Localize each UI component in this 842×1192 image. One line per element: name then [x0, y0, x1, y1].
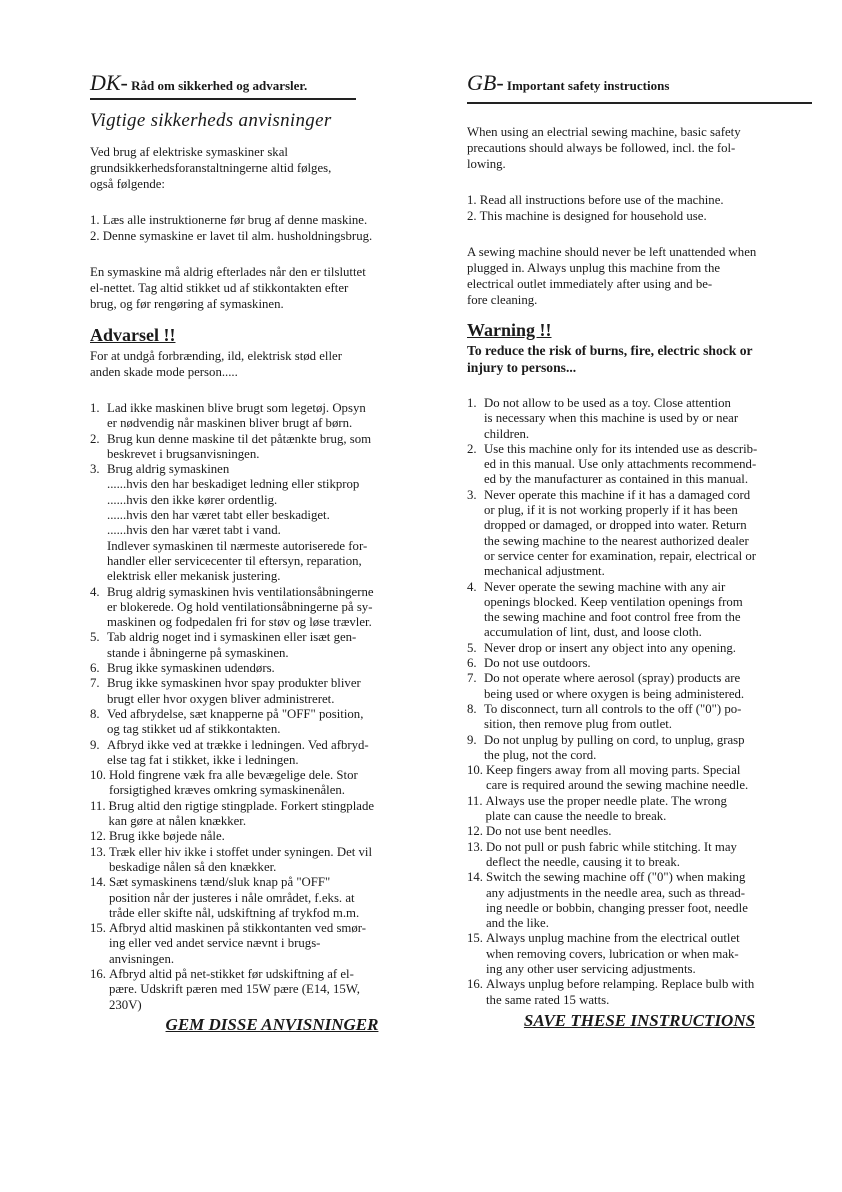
danish-warning-item-number: 12. [90, 829, 106, 844]
danish-warning-item-text: Sæt symaskinens tænd/sluk knap på "OFF" position når der justeres i nåle området, f.eks. at tråde eller skifte nål, udskiftning af trykfod m.m. [109, 875, 360, 920]
danish-warning-item-text: Brug ikke bøjede nåle. [109, 829, 225, 844]
danish-warning-item-number: 3. [90, 462, 100, 477]
english-warning-item-number: 12. [467, 824, 483, 839]
danish-lang-code: DK- [90, 70, 128, 95]
danish-warning-item [90, 585, 430, 631]
english-warning-item [467, 824, 812, 839]
english-warning-item-number: 15. [467, 931, 483, 946]
english-warning-item-text: Do not use bent needles. [486, 824, 612, 839]
english-warning-item [467, 702, 812, 733]
danish-warning-item-text: Afbryd ikke ved at trække i ledningen. Ved afbryd- else tag fat i stikket, ikke i ledningen. [107, 737, 369, 767]
danish-heading [90, 70, 356, 100]
english-warning-title: Warning !! [467, 320, 552, 340]
english-warning-item [467, 870, 812, 931]
danish-warning-item-text: Afbryd altid på net-stikket før udskiftning af el- pære. Udskrift pæren med 15W pære (E14, 15W, 230V) [109, 966, 360, 1012]
danish-warning-item-number: 16. [90, 966, 106, 981]
danish-warning-item-number: 2. [90, 431, 100, 446]
english-warning-item-number: 13. [467, 839, 483, 854]
english-warning-item-number: 4. [467, 579, 477, 594]
danish-warning-item-number: 9. [90, 737, 100, 752]
english-warning-item-text: Do not unplug by pulling on cord, to unplug, grasp the plug, not the cord. [484, 732, 745, 762]
english-warning-item [467, 733, 812, 764]
english-warning-item-number: 1. [467, 396, 477, 410]
danish-warning-item-number: 13. [90, 844, 106, 859]
danish-warning-item-number: 8. [90, 706, 100, 721]
danish-warning-item-text: Brug ikke symaskinen udendørs. [107, 661, 275, 676]
danish-intro: Ved brug af elektriske symaskiner skal grundsikkerhedsforanstaltningerne altid følges, også følgende: [90, 145, 332, 191]
danish-warning-item [90, 462, 430, 584]
english-heading [467, 70, 812, 99]
english-heading-text: Important safety instructions [506, 78, 670, 93]
danish-warning-item [90, 432, 430, 463]
english-warning-item [467, 763, 812, 794]
danish-warning-item [90, 875, 430, 921]
danish-warning-list [90, 401, 430, 1013]
danish-warning-item-text: Brug aldrig symaskinen hvis ventilationsåbningerne er blokerede. Og hold ventilationsåbningerne på sy- maskinen og fodpedalen fri for støv og løse trævler. [107, 584, 374, 630]
danish-warning-item-text: Lad ikke maskinen blive brugt som legetøj. Opsyn er nødvendig når maskinen bliver brugt af børn. [107, 401, 366, 431]
english-warning-item-text: Do not allow to be used as a toy. Close attention is necessary when this machine is used by or near children. [484, 396, 739, 441]
danish-warning-item [90, 967, 430, 1013]
english-warning-item-text: Always use the proper needle plate. The wrong plate can cause the needle to break. [485, 793, 727, 824]
danish-column [90, 70, 430, 1035]
english-warning-item-number: 10. [467, 763, 483, 778]
danish-warning-item-number: 11. [90, 798, 106, 813]
english-heading-rule [467, 102, 812, 104]
danish-warning-item [90, 921, 430, 967]
danish-warning-item [90, 676, 430, 707]
danish-warning-item-text: Ved afbrydelse, sæt knapperne på "OFF" position, og tag stikket ud af stikkontakten. [107, 706, 364, 737]
english-column [467, 70, 812, 1031]
english-warning-item-number: 6. [467, 656, 477, 671]
danish-warning-item [90, 845, 430, 876]
english-intro: When using an electrial sewing machine, basic safety precautions should always be followed, incl. the fol- lowing. [467, 125, 741, 171]
danish-warning-item [90, 707, 430, 738]
english-warning-item [467, 396, 812, 442]
english-warning-item-text: Always unplug machine from the electrical outlet when removing covers, lubrication or when mak- ing any other user servicing adjustments. [486, 931, 740, 976]
english-warning-item-text: Switch the sewing machine off ("0") when making any adjustments in the needle area, such as thread- ing needle or bobbin, changing presser foot, needle and the like. [486, 870, 748, 931]
danish-warning-item-text: Tab aldrig noget ind i symaskinen eller isæt gen- stande i åbningerne på symaskinen. [107, 630, 357, 660]
danish-warning-item-number: 5. [90, 630, 100, 645]
english-warning-item [467, 488, 812, 580]
english-warning-item [467, 442, 812, 488]
danish-basics: 1. Læs alle instruktionerne før brug af denne maskine. 2. Denne symaskine er lavet til alm. husholdningsbrug. [90, 213, 373, 243]
danish-warning-item-text: Brug altid den rigtige stingplade. Forkert stingplade kan gøre at nålen knækker. [108, 798, 375, 829]
danish-warning-title: Advarsel !! [90, 325, 176, 345]
danish-warning-item-number: 7. [90, 676, 100, 691]
danish-warning-item [90, 401, 430, 432]
danish-warning-item-text: Brug kun denne maskine til det påtænkte brug, som beskrevet i brugsanvisningen. [107, 431, 372, 461]
danish-warning-item-number: 10. [90, 768, 106, 783]
english-warning-item-text: Never operate this machine if it has a damaged cord or plug, if it is not working properly if it has been dropped or damaged, or dropped into water. Return the sewing machine to the nearest authorized dealer or service center for examination, repair, electrical or mechanical adjustment. [484, 487, 756, 579]
danish-warning-item-number: 15. [90, 921, 106, 936]
english-warning-item-text: To disconnect, turn all controls to the off ("0") po- sition, then remove plug from outlet. [484, 701, 742, 732]
danish-warning-item [90, 768, 430, 799]
english-warning-item-text: Do not use outdoors. [484, 656, 591, 671]
english-warning-intro: To reduce the risk of burns, fire, electric shock or injury to persons... [467, 343, 753, 375]
english-warning-item [467, 580, 812, 641]
danish-warning-item-text: Hold fingrene væk fra alle bevægelige dele. Stor forsigtighed kræves omkring symaskinenålen. [109, 768, 358, 798]
english-warning-item-text: Keep fingers away from all moving parts. Special care is required around the sewing machine needle. [486, 763, 749, 793]
danish-warning-item [90, 799, 430, 830]
english-warning-item-number: 9. [467, 732, 477, 747]
english-warning-item-text: Never operate the sewing machine with any air openings blocked. Keep ventilation openings from the sewing machine and foot control free from the accumulation of lint, dust, and loose cloth. [484, 579, 743, 640]
danish-warning-item-text: Brug aldrig symaskinen ......hvis den har beskadiget ledning eller stikprop ......hvis den ikke kører ordentlig. ......hvis den har været tabt eller beskadiget. ......hvis den har været tabt i vand. Indlever symaskinen til nærmeste autoriserede for- handler eller servicecenter til eftersyn, reparation, elektrisk eller mekanisk justering. [107, 462, 368, 584]
danish-heading-text: Råd om sikkerhed og advarsler. [131, 78, 308, 93]
english-warning-item-text: Do not operate where aerosol (spray) products are being used or where oxygen is being administered. [484, 671, 745, 701]
danish-unattended-note: En symaskine må aldrig efterlades når den er tilsluttet el-nettet. Tag altid stikket ud af stikkontakten efter brug, og før rengøring af symaskinen. [90, 265, 366, 311]
english-warning-item [467, 931, 812, 977]
danish-warning-item-number: 14. [90, 875, 106, 890]
english-footer: SAVE THESE INSTRUCTIONS [523, 1010, 756, 1030]
english-warning-item-text: Use this machine only for its intended use as describ- ed in this manual. Use only attachments recommend- ed by the manufacturer as contained in this manual. [484, 441, 758, 487]
english-warning-item-number: 3. [467, 487, 477, 502]
english-warning-item-number: 11. [467, 793, 483, 808]
danish-warning-item-text: Brug ikke symaskinen hvor spay produkter bliver brugt eller hvor oxygen bliver administreret. [107, 676, 361, 706]
danish-warning-item-text: Afbryd altid maskinen på stikkontanten ved smør- ing eller ved andet service nævnt i brugs- anvisningen. [109, 921, 367, 966]
english-warning-item [467, 840, 812, 871]
english-lang-code: GB- [467, 70, 504, 95]
english-warning-item-number: 14. [467, 870, 483, 885]
english-warning-item [467, 641, 812, 656]
english-unattended-note: A sewing machine should never be left unattended when plugged in. Always unplug this machine from the electrical outlet immediately after using and be- fore cleaning. [467, 245, 757, 307]
english-warning-item [467, 977, 812, 1008]
english-basics: 1. Read all instructions before use of the machine. 2. This machine is designed for household use. [467, 193, 724, 223]
danish-subheading: Vigtige sikkerheds anvisninger [90, 110, 332, 131]
danish-warning-item [90, 661, 430, 676]
danish-warning-item [90, 630, 430, 661]
english-warning-list [467, 396, 812, 1008]
danish-warning-item-text: Træk eller hiv ikke i stoffet under syningen. Det vil beskadige nålen så den knækker. [109, 844, 373, 874]
danish-warning-item [90, 829, 430, 844]
english-warning-item-number: 16. [467, 977, 483, 992]
english-warning-item [467, 671, 812, 702]
english-warning-item-number: 7. [467, 671, 477, 686]
english-warning-item-text: Always unplug before relamping. Replace bulb with the same rated 15 watts. [486, 977, 755, 1007]
danish-footer: GEM DISSE ANVISNINGER [165, 1014, 379, 1034]
english-warning-item-number: 2. [467, 441, 477, 456]
english-warning-item [467, 656, 812, 671]
danish-warning-item-number: 6. [90, 661, 100, 676]
english-warning-item-text: Never drop or insert any object into any opening. [484, 640, 736, 655]
danish-warning-item [90, 738, 430, 769]
danish-warning-item-number: 4. [90, 584, 100, 599]
english-warning-item [467, 794, 812, 825]
english-warning-item-number: 5. [467, 640, 477, 655]
danish-warning-intro: For at undgå forbrænding, ild, elektrisk stød eller anden skade mode person..... [90, 349, 342, 379]
english-warning-item-number: 8. [467, 701, 477, 716]
danish-warning-item-number: 1. [90, 401, 100, 415]
english-warning-item-text: Do not pull or push fabric while stitching. It may deflect the needle, causing it to break. [486, 839, 737, 869]
